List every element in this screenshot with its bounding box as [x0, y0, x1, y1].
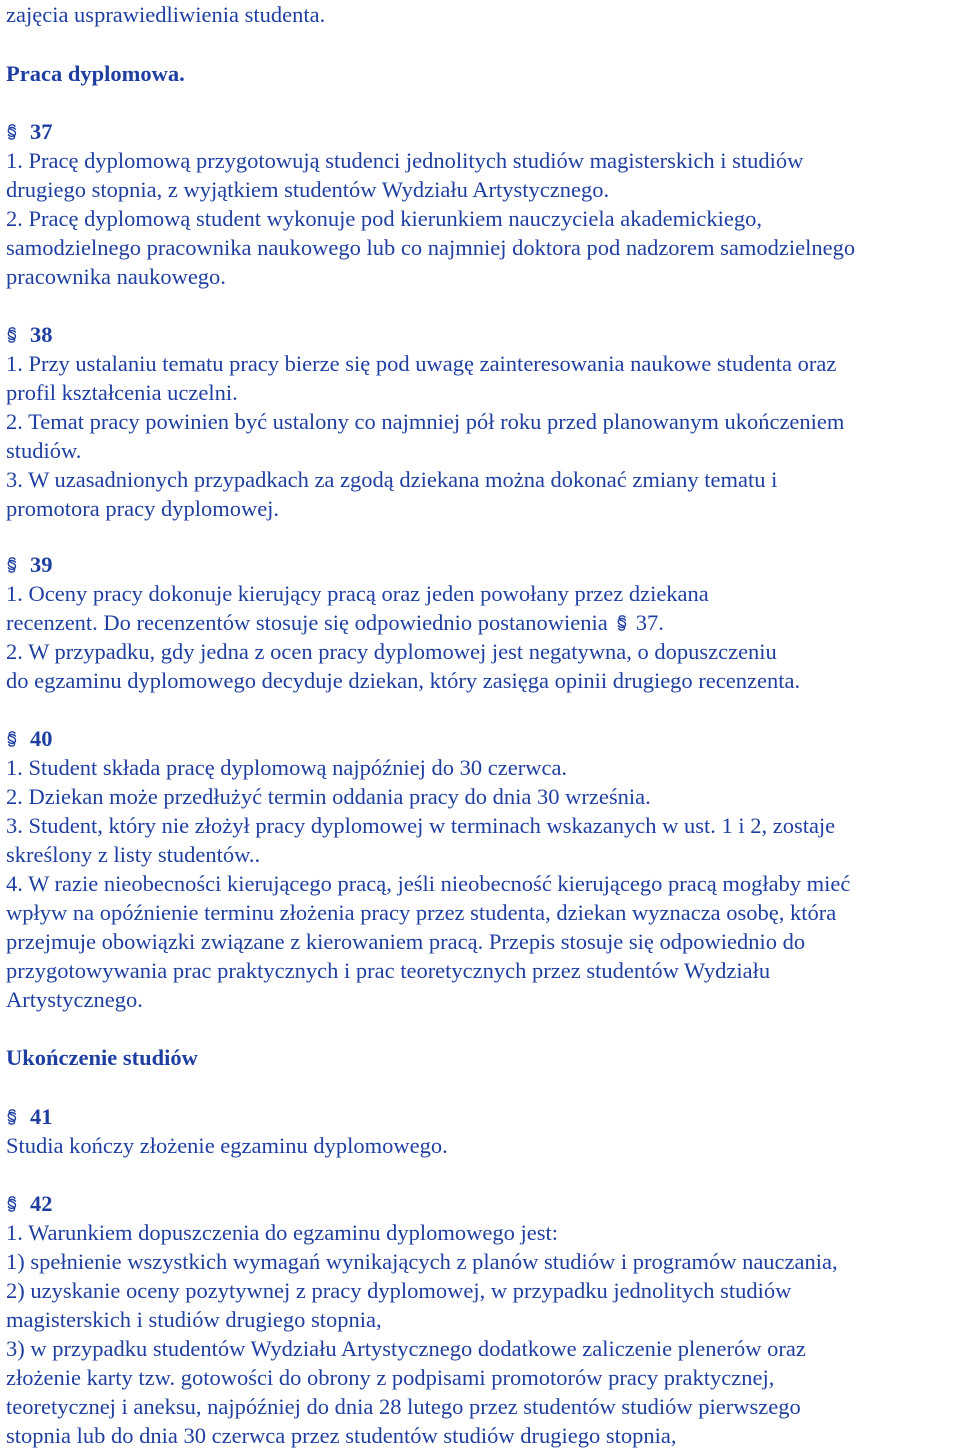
text-line: 3. Student, który nie złożył pracy dyplomowej w terminach wskazanych w ust. 1 i 2, zostaje: [6, 813, 836, 838]
section-number-39: 39: [30, 552, 53, 577]
text-line: 1. Student składa pracę dyplomową najpóźniej do 30 czerwca.: [6, 755, 568, 780]
section-header-39: [6, 550, 952, 579]
section-sign-icon: [6, 1195, 18, 1213]
section-sign-icon: [6, 556, 18, 574]
text-line: przejmuje obowiązki związane z kierowaniem pracą. Przepis stosuje się odpowiednio do: [6, 929, 806, 954]
text-line: recenzent. Do recenzentów stosuje się odpowiednio postanowienia: [6, 610, 608, 635]
text-line: Artystycznego.: [6, 987, 143, 1012]
text-line: stopnia lub do dnia 30 czerwca przez studentów studiów drugiego stopnia,: [6, 1423, 677, 1448]
text-line: 2. Temat pracy powinien być ustalony co najmniej pół roku przed planowanym ukończeniem: [6, 409, 845, 434]
text-line: drugiego stopnia, z wyjątkiem studentów Wydziału Artystycznego.: [6, 177, 610, 202]
text-line: 1) spełnienie wszystkich wymagań wynikających z planów studiów i programów nauczania,: [6, 1249, 838, 1274]
text-line: pracownika naukowego.: [6, 264, 226, 289]
section-number-38: 38: [30, 322, 53, 347]
section-header-37: [6, 117, 952, 146]
text-line: 1. Przy ustalaniu tematu pracy bierze się pod uwagę zainteresowania naukowe studenta oraz: [6, 351, 837, 376]
section-number-42: 42: [30, 1191, 53, 1216]
text-line: promotora pracy dyplomowej.: [6, 496, 280, 521]
text-line: skreślony z listy studentów..: [6, 842, 261, 867]
text-line: Studia kończy złożenie egzaminu dyplomowego.: [6, 1133, 448, 1158]
text-line: profil kształcenia uczelni.: [6, 380, 238, 405]
text-line: samodzielnego pracownika naukowego lub co najmniej doktora pod nadzorem samodzielnego: [6, 235, 856, 260]
section-sign-icon: [6, 123, 18, 141]
text-line: 2. Dziekan może przedłużyć termin oddania pracy do dnia 30 września.: [6, 784, 651, 809]
section-header-38: [6, 320, 952, 349]
text-line: zajęcia usprawiedliwienia studenta.: [6, 2, 326, 27]
section-sign-icon: [616, 614, 628, 632]
section-sign-icon: [6, 326, 18, 344]
text-line: 3) w przypadku studentów Wydziału Artystycznego dodatkowe zaliczenie plenerów oraz: [6, 1336, 806, 1361]
text-line: teoretycznej i aneksu, najpóźniej do dnia 28 lutego przez studentów studiów pierwszego: [6, 1394, 801, 1419]
text-line: do egzaminu dyplomowego decyduje dziekan, który zasięga opinii drugiego recenzenta.: [6, 668, 801, 693]
section-heading: Ukończenie studiów: [6, 1045, 198, 1070]
text-line: 2. Pracę dyplomową student wykonuje pod kierunkiem nauczyciela akademickiego,: [6, 206, 763, 231]
section-number-37: 37: [30, 119, 53, 144]
text-line: 2) uzyskanie oceny pozytywnej z pracy dyplomowej, w przypadku jednolitych studiów: [6, 1278, 792, 1303]
section-reference-number: 37.: [635, 610, 664, 635]
section-number-41: 41: [30, 1104, 53, 1129]
text-line: 1. Pracę dyplomową przygotowują studenci jednolitych studiów magisterskich i studiów: [6, 148, 804, 173]
section-heading: Praca dyplomowa.: [6, 61, 185, 86]
section-header-40: [6, 724, 952, 753]
section-sign-icon: [6, 1108, 18, 1126]
text-line: wpływ na opóźnienie terminu złożenia pracy przez studenta, dziekan wyznacza osobę, która: [6, 900, 837, 925]
text-line: 1. Warunkiem dopuszczenia do egzaminu dyplomowego jest:: [6, 1220, 559, 1245]
text-line: 4. W razie nieobecności kierującego pracą, jeśli nieobecność kierującego pracą mogłaby mieć: [6, 871, 851, 896]
text-line: studiów.: [6, 438, 82, 463]
text-line: magisterskich i studiów drugiego stopnia,: [6, 1307, 382, 1332]
section-number-40: 40: [30, 726, 53, 751]
text-line-with-section-ref: [6, 608, 952, 637]
text-line: złożenie karty tzw. gotowości do obrony z podpisami promotorów pracy praktycznej,: [6, 1365, 775, 1390]
text-line: 3. W uzasadnionych przypadkach za zgodą dziekana można dokonać zmiany tematu i: [6, 467, 778, 492]
section-sign-icon: [6, 730, 18, 748]
text-line: 2. W przypadku, gdy jedna z ocen pracy dyplomowej jest negatywna, o dopuszczeniu: [6, 639, 777, 664]
text-line: 1. Oceny pracy dokonuje kierujący pracą oraz jeden powołany przez dziekana: [6, 581, 709, 606]
section-header-42: [6, 1189, 952, 1218]
text-line: przygotowywania prac praktycznych i prac teoretycznych przez studentów Wydziału: [6, 958, 771, 983]
section-header-41: [6, 1102, 952, 1131]
